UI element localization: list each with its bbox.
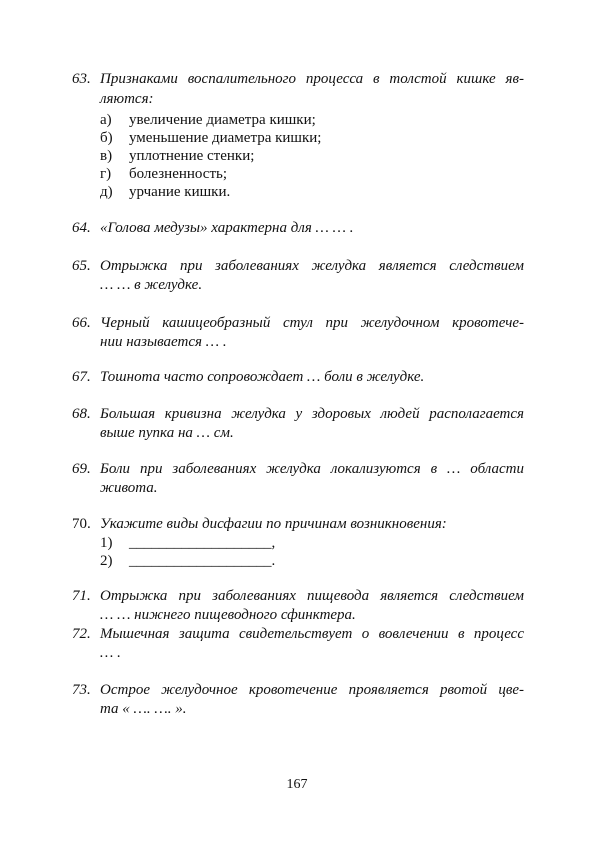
question-text-line: та « …. …. ». [100,701,187,717]
blank-line: ___________________, [129,535,276,551]
question-number: 73. [72,682,91,698]
question-number: 63. [72,71,91,87]
question-number: 66. [72,315,91,331]
blank-label: 2) [100,553,113,569]
question-text-line: Укажите виды дисфагии по причинам возникновения: [100,516,447,532]
question-number: 70. [72,516,91,532]
question-text-line: Отрыжка при заболеваниях пищевода является следствием [100,588,524,604]
blank-label: 1) [100,535,113,551]
question-text-line: … … в желудке. [100,277,203,293]
question-text-line: ляются: [100,91,154,107]
question-text-line: Боли при заболеваниях желудка локализуются в … области [100,461,524,477]
question-text-line: Отрыжка при заболеваниях желудка является следствием [100,258,524,274]
blank-line: ___________________. [129,553,276,569]
question-text-line: Тошнота часто сопровождает … боли в желудке. [100,369,425,385]
question-text-line: Мышечная защита свидетельствует о вовлечении в процесс [100,626,524,642]
question-text-line: живота. [100,480,158,496]
option-text: болезненность; [129,166,228,182]
question-text-line: нии называется … . [100,334,227,350]
question-number: 69. [72,461,91,477]
question-number: 71. [72,588,91,604]
option-label: а) [100,112,112,128]
question-text-line: … . [100,645,121,661]
option-label: д) [100,184,113,200]
option-label: б) [100,130,113,146]
question-number: 67. [72,369,91,385]
option-text: урчание кишки. [129,184,231,200]
question-text-line: Большая кривизна желудка у здоровых людей располагается [100,406,524,422]
page-number: 167 [286,777,308,792]
option-text: уплотнение стенки; [129,148,255,164]
option-label: в) [100,148,113,164]
question-text-line: Черный кашицеобразный стул при желудочном кровотече- [100,315,524,331]
option-label: г) [100,166,112,182]
question-text-line: Признаками воспалительного процесса в толстой кишке яв- [100,71,524,87]
option-text: увеличение диаметра кишки; [129,112,316,128]
question-text-line: выше пупка на … см. [100,425,234,441]
question-number: 68. [72,406,91,422]
question-text-line: «Голова медузы» характерна для … … . [100,220,354,236]
option-text: уменьшение диаметра кишки; [129,130,322,146]
question-number: 65. [72,258,91,274]
question-number: 64. [72,220,91,236]
question-text-line: … … нижнего пищеводного сфинктера. [100,607,356,623]
question-number: 72. [72,626,91,642]
question-text-line: Острое желудочное кровотечение проявляется рвотой цве- [100,682,524,698]
